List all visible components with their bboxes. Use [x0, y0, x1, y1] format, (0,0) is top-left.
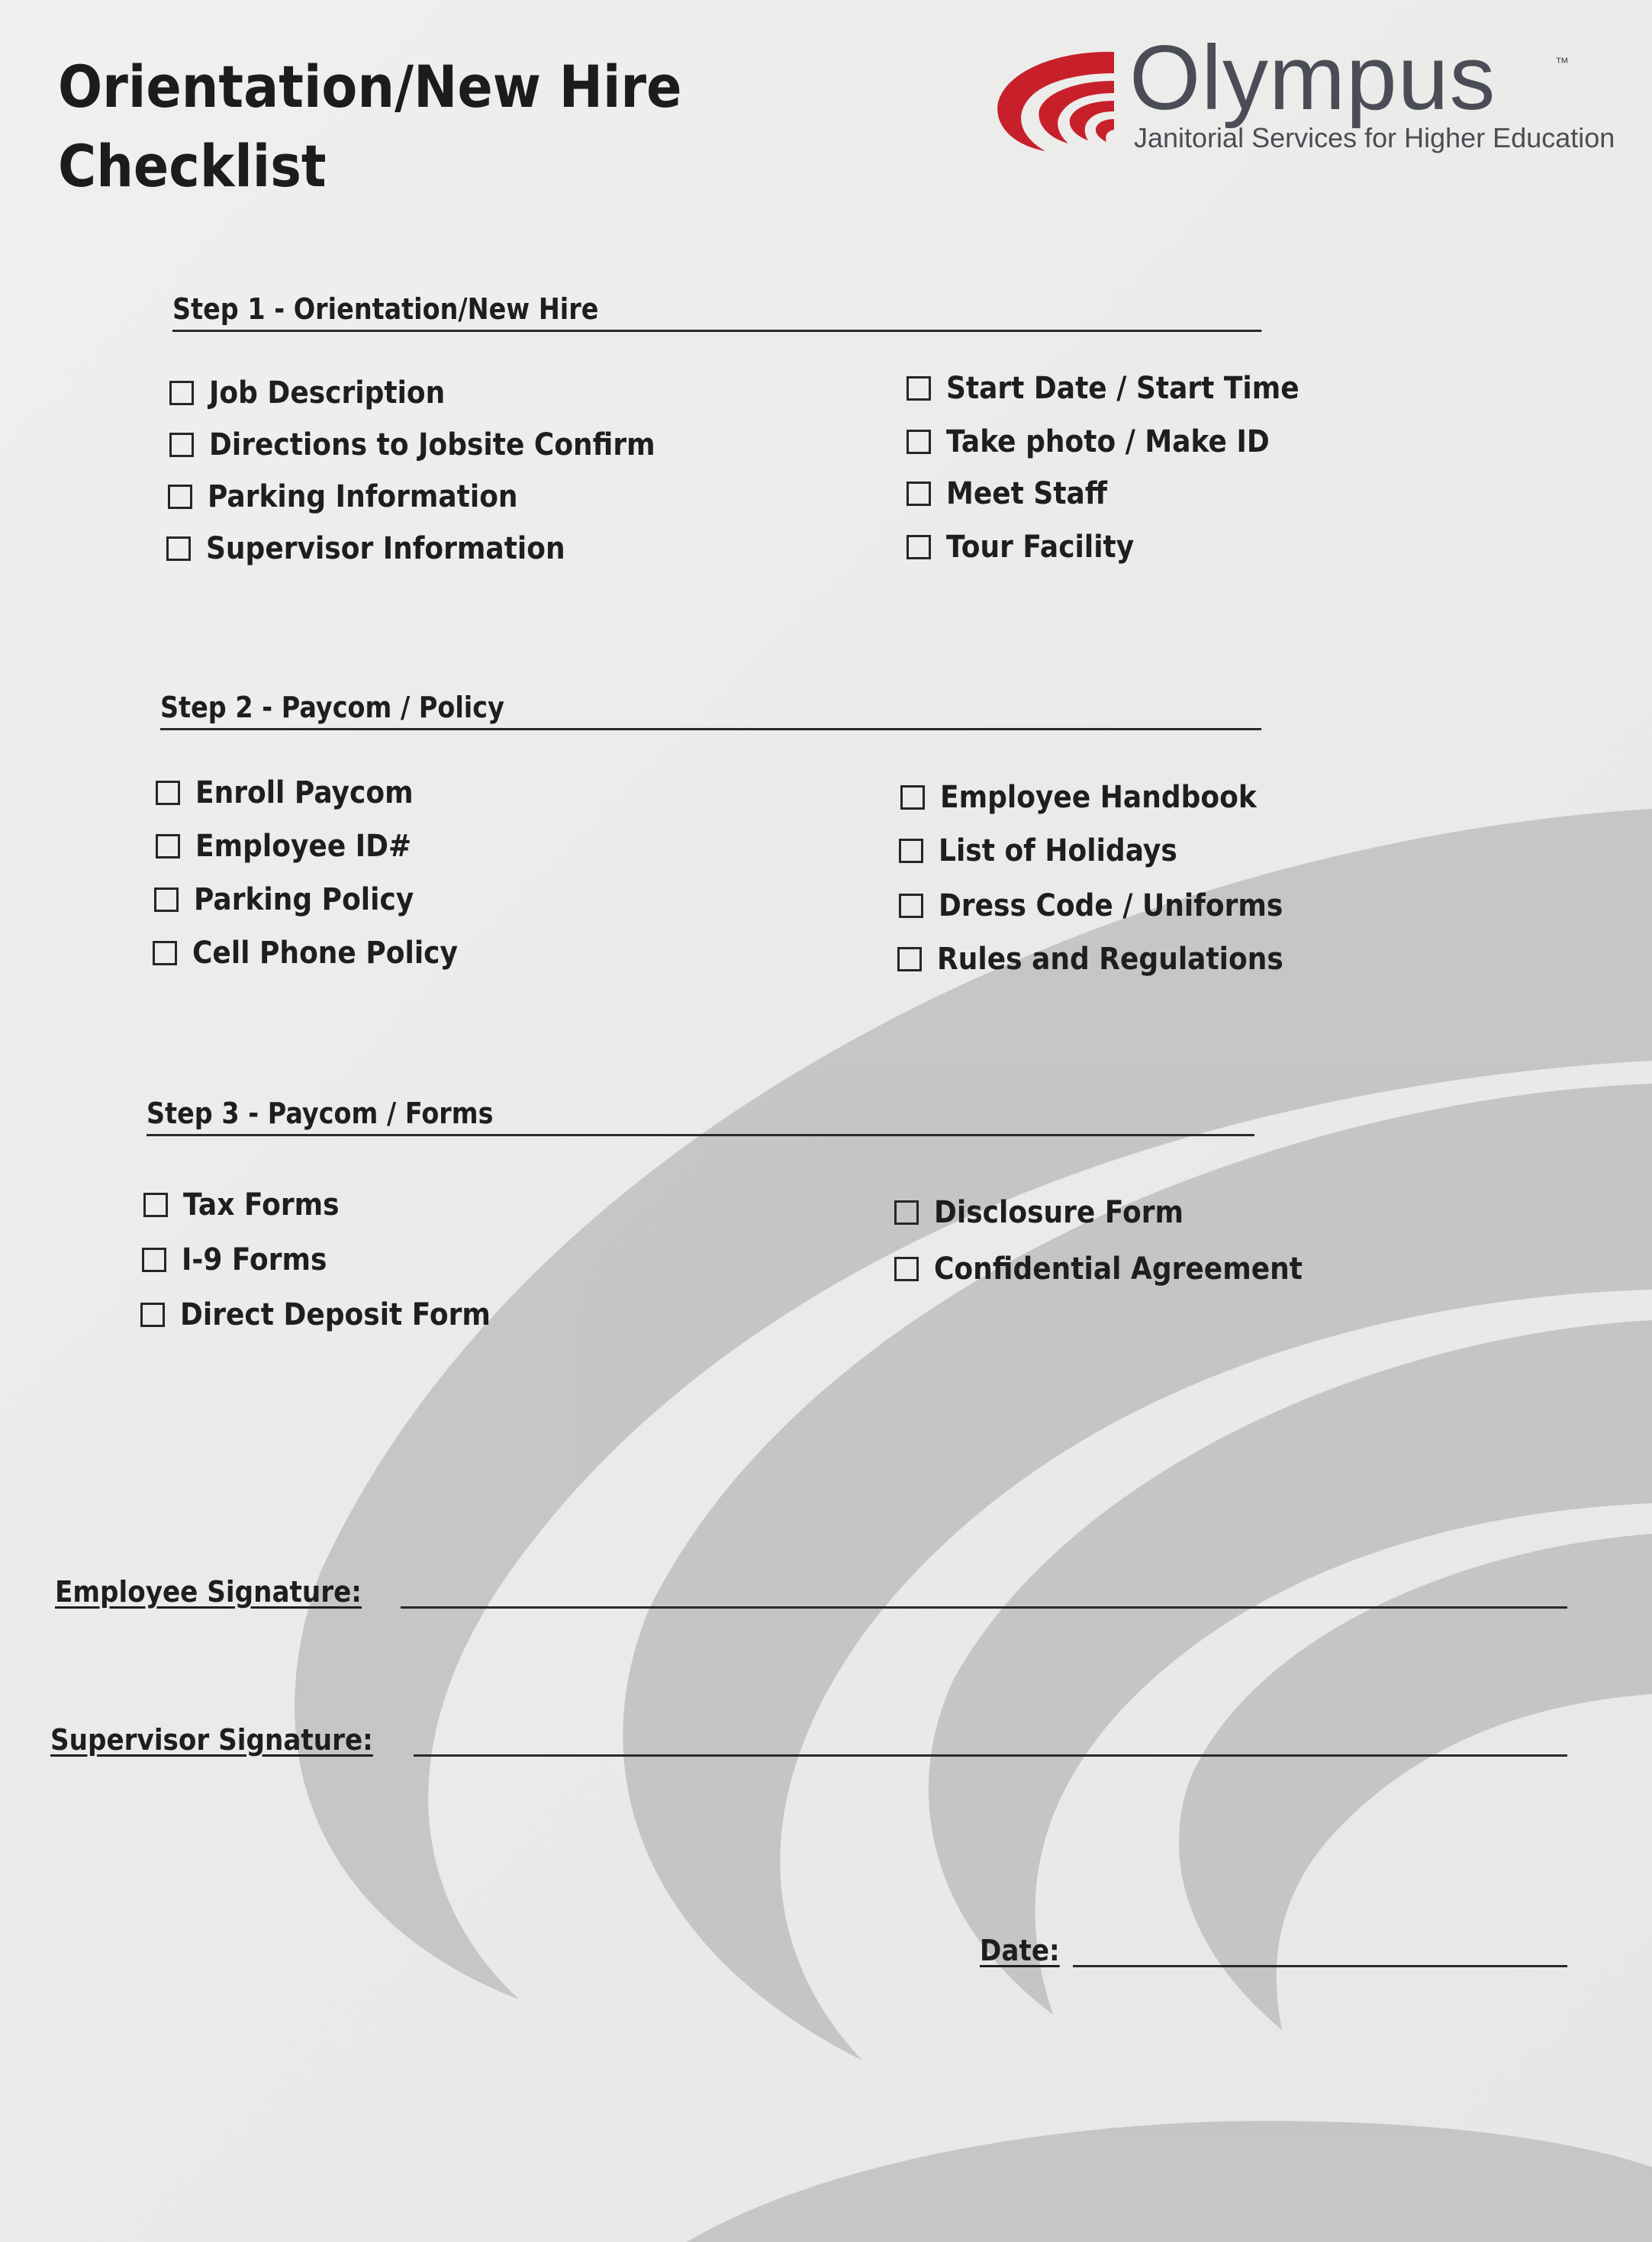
logo-brand-name: Olympus [1129, 27, 1496, 129]
checklist-item[interactable] [156, 775, 437, 810]
checklist-item[interactable] [166, 531, 605, 566]
checkbox[interactable] [140, 1303, 165, 1327]
checkbox[interactable] [894, 1257, 919, 1281]
checklist-item[interactable] [154, 882, 438, 917]
checklist-item-label: Tax Forms [183, 1187, 340, 1222]
checklist-item-label: Employee ID# [195, 829, 412, 864]
checklist-item[interactable] [897, 942, 1322, 977]
checklist-item[interactable] [894, 1195, 1211, 1230]
supervisor-signature-label: Supervisor Signature: [50, 1723, 373, 1757]
checklist-item-label: List of Holidays [939, 833, 1177, 868]
checklist-item[interactable] [907, 530, 1155, 565]
checklist-item[interactable] [907, 424, 1306, 459]
employee-signature-field[interactable] [55, 1575, 1567, 1609]
checkbox[interactable] [153, 941, 177, 965]
checklist-item-label: Direct Deposit Form [180, 1297, 491, 1332]
checkbox[interactable] [900, 785, 925, 810]
checkbox[interactable] [907, 482, 931, 506]
checklist-item[interactable] [907, 371, 1338, 406]
checklist-item-label: Disclosure Form [934, 1195, 1183, 1230]
step-3-heading: Step 3 - Paycom / Forms [147, 1096, 1254, 1136]
checklist-item[interactable] [156, 829, 436, 864]
checkbox[interactable] [907, 430, 931, 454]
checklist-item[interactable] [168, 479, 552, 514]
checklist-item-label: Parking Policy [194, 882, 414, 917]
checklist-item-label: Start Date / Start Time [946, 371, 1299, 406]
supervisor-signature-field[interactable] [50, 1723, 1567, 1757]
checklist-item[interactable] [894, 1251, 1344, 1287]
checklist-item-label: Take photo / Make ID [946, 424, 1270, 459]
checklist-item[interactable] [169, 427, 705, 462]
page-title-line-1: Orientation/New Hire [58, 53, 682, 121]
checkbox[interactable] [899, 894, 923, 918]
page-title-line-2: Checklist [58, 132, 327, 200]
checklist-item[interactable] [899, 888, 1321, 923]
supervisor-signature-line[interactable] [414, 1727, 1567, 1757]
checklist-item-label: Tour Facility [946, 530, 1135, 565]
checkbox[interactable] [169, 433, 194, 457]
checkbox[interactable] [143, 1193, 168, 1217]
checklist-item-label: Employee Handbook [940, 780, 1257, 815]
step-1-heading: Step 1 - Orientation/New Hire [172, 292, 1261, 332]
date-field[interactable] [980, 1934, 1567, 1967]
checklist-item-label: Enroll Paycom [195, 775, 414, 810]
employee-signature-label: Employee Signature: [55, 1575, 362, 1609]
checklist-item[interactable] [900, 780, 1292, 815]
checklist-item-label: Job Description [209, 375, 446, 411]
logo-tagline: Janitorial Services for Higher Education [1134, 122, 1615, 153]
checklist-item-label: Parking Information [208, 479, 518, 514]
checklist-item[interactable] [907, 476, 1125, 511]
checkbox[interactable] [907, 535, 931, 559]
checkbox[interactable] [897, 947, 922, 971]
checkbox[interactable] [894, 1200, 919, 1225]
checklist-item-label: I-9 Forms [182, 1242, 327, 1277]
checklist-item-label: Meet Staff [946, 476, 1107, 511]
checklist-item-label: Dress Code / Uniforms [939, 888, 1283, 923]
step-2-heading: Step 2 - Paycom / Policy [160, 690, 1261, 730]
employee-signature-line[interactable] [401, 1579, 1567, 1609]
checklist-item-label: Supervisor Information [206, 531, 565, 566]
checklist-item[interactable] [153, 936, 488, 971]
checkbox[interactable] [169, 381, 194, 405]
checklist-item-label: Cell Phone Policy [192, 936, 458, 971]
checkbox[interactable] [899, 839, 923, 863]
date-label: Date: [980, 1934, 1060, 1967]
checkbox[interactable] [142, 1248, 166, 1272]
checklist-item-label: Confidential Agreement [934, 1251, 1303, 1287]
checklist-item-label: Directions to Jobsite Confirm [209, 427, 655, 462]
checkbox[interactable] [156, 834, 180, 858]
company-logo [992, 27, 1615, 168]
checklist-item-label: Rules and Regulations [937, 942, 1283, 977]
logo-trademark: ™ [1555, 55, 1569, 70]
checklist-item[interactable] [140, 1297, 525, 1332]
page-title [58, 47, 682, 206]
checklist-item[interactable] [142, 1242, 343, 1277]
checklist-item[interactable] [899, 833, 1204, 868]
checkbox[interactable] [166, 536, 191, 561]
date-line[interactable] [1073, 1938, 1567, 1967]
olympus-swoosh-logo-icon [992, 43, 1122, 157]
checklist-item[interactable] [169, 375, 472, 411]
checkbox[interactable] [168, 485, 192, 509]
checklist-item[interactable] [143, 1187, 356, 1222]
checkbox[interactable] [154, 887, 179, 912]
checkbox[interactable] [156, 781, 180, 805]
checkbox[interactable] [907, 376, 931, 401]
